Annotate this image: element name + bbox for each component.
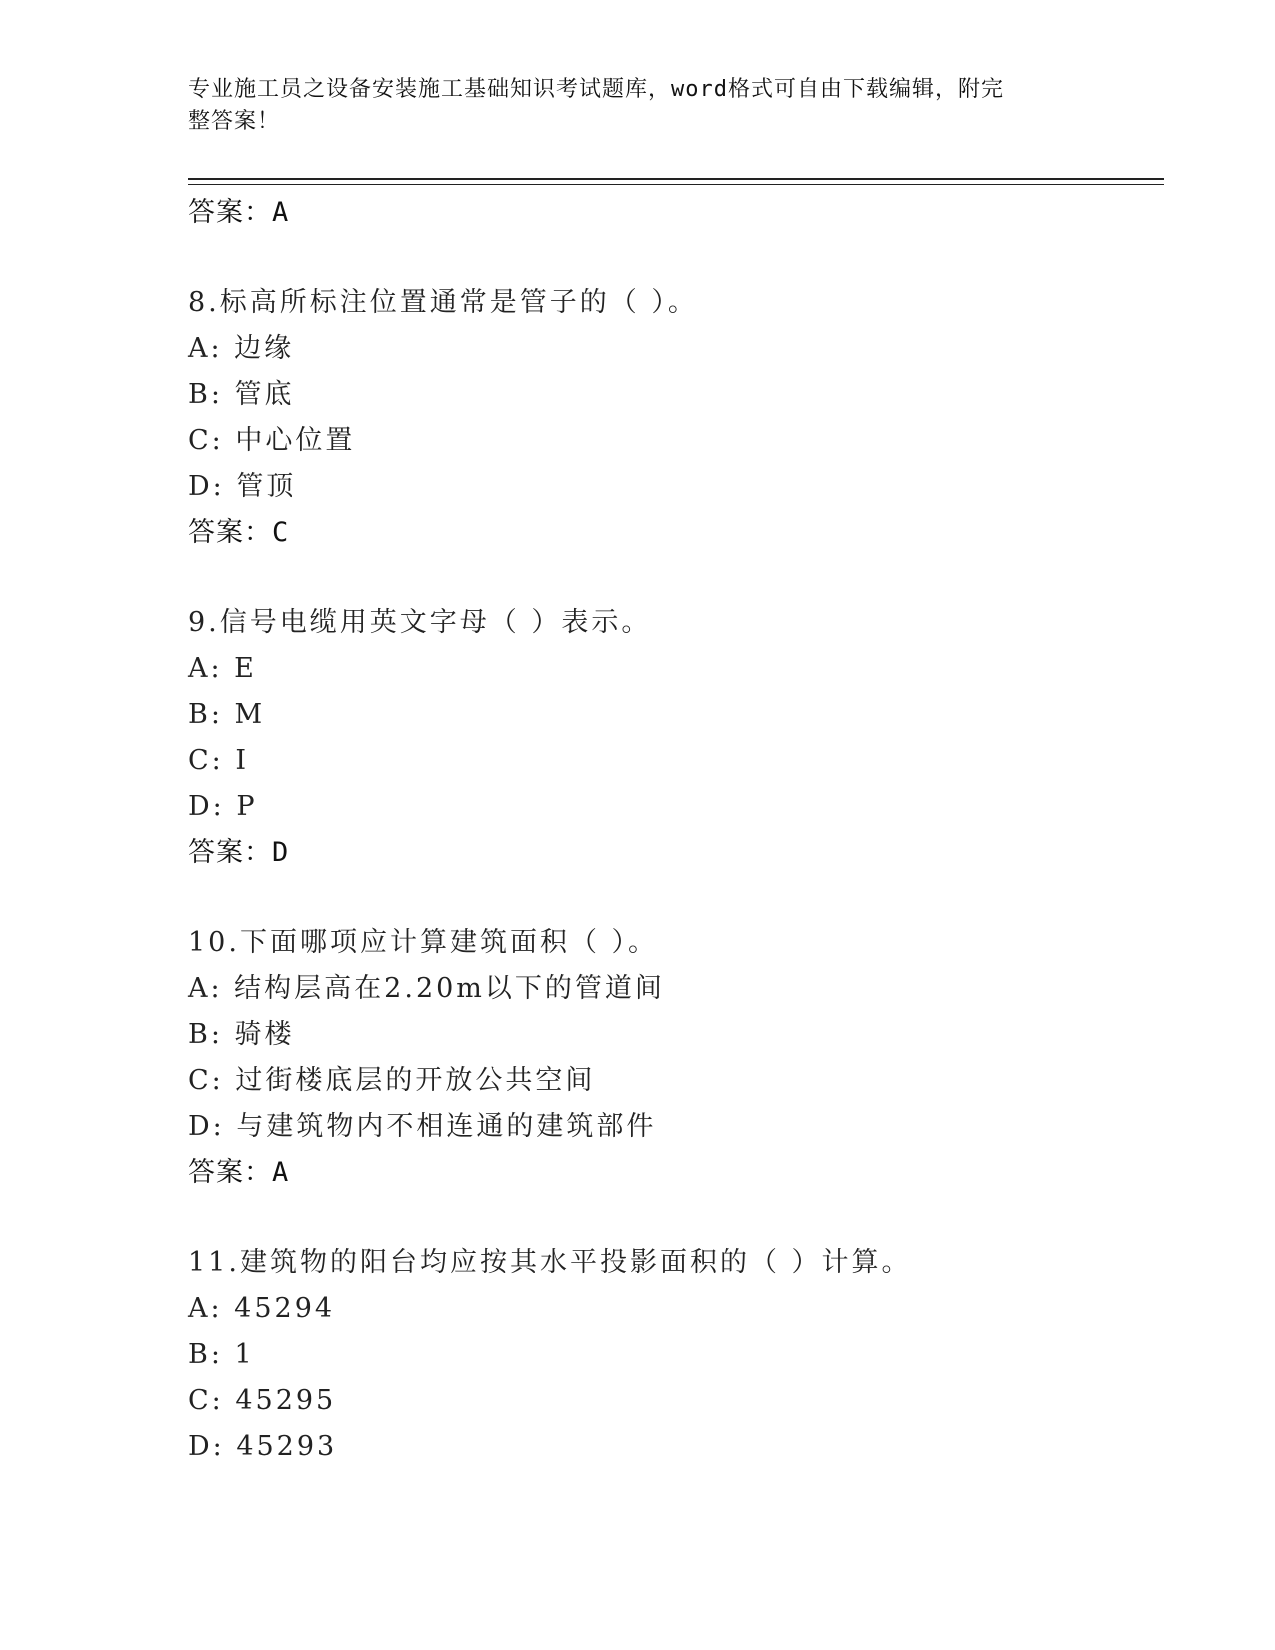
question-block-8 [188,280,1168,556]
question-stem: 8.标高所标注位置通常是管子的（ ）。 [188,287,698,318]
header-line-2: 整答案！ [188,109,281,134]
question-block-11 [188,1240,1168,1470]
option-a: A: 45294 [188,1293,336,1324]
option-b: B: 骑楼 [188,1019,295,1050]
document-header [188,74,1068,138]
header-divider-thin [188,184,1164,185]
option-a: A: 边缘 [188,333,295,364]
question-block-10 [188,920,1168,1196]
option-c: C: 过街楼底层的开放公共空间 [188,1065,596,1096]
option-c: C: 45295 [188,1385,337,1416]
option-c: C: 中心位置 [188,425,356,456]
answer-line: 答案：A [188,197,290,228]
question-stem: 11.建筑物的阳台均应按其水平投影面积的（ ）计算。 [188,1247,912,1278]
option-d: D: P [188,791,258,822]
header-divider-thick [188,178,1164,180]
header-line-1: 专业施工员之设备安装施工基础知识考试题库，word格式可自由下载编辑，附完 [188,77,1004,102]
option-c: C: I [188,745,250,776]
question-stem: 10.下面哪项应计算建筑面积（ ）。 [188,927,659,958]
option-d: D: 45293 [188,1431,338,1462]
answer-line: 答案：D [188,837,290,868]
answer-line: 答案：A [188,1157,290,1188]
answer-line: 答案：C [188,517,290,548]
question-block-9 [188,600,1168,876]
question-stem: 9.信号电缆用英文字母（ ）表示。 [188,607,652,638]
option-b: B: M [188,699,266,730]
option-d: D: 与建筑物内不相连通的建筑部件 [188,1111,657,1142]
option-a: A: 结构层高在2.20m以下的管道间 [188,973,665,1004]
question-list [188,190,1168,1470]
option-b: B: 1 [188,1339,255,1370]
option-d: D: 管顶 [188,471,297,502]
option-a: A: E [188,653,257,684]
option-b: B: 管底 [188,379,295,410]
